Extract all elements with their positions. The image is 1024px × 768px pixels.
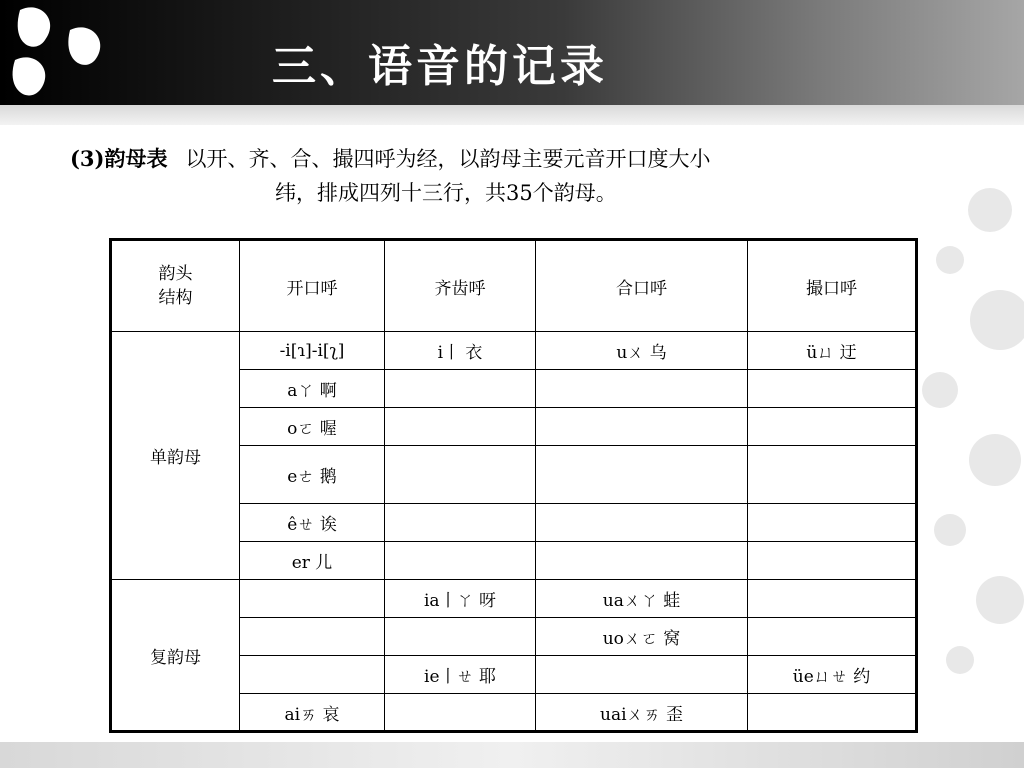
table-cell: [385, 618, 536, 656]
table-cell: [748, 618, 917, 656]
intro-label: (3)韵母表: [70, 146, 168, 171]
table-cell: er 儿: [240, 542, 385, 580]
table-cell: aㄚ 啊: [240, 370, 385, 408]
table-cell: [240, 656, 385, 694]
table-cell: [240, 618, 385, 656]
group-single: 单韵母: [111, 332, 240, 580]
table-cell: -i[ɿ]-i[ʅ]: [240, 332, 385, 370]
table-cell: [536, 504, 748, 542]
header-structure-line2: 结构: [158, 288, 193, 308]
table-header-row: [111, 240, 917, 332]
table-row: [111, 332, 917, 370]
header-kaikou: 开口呼: [240, 240, 385, 332]
table-cell: [536, 408, 748, 446]
table-cell: üeㄩㄝ 约: [748, 656, 917, 694]
table-cell: [748, 446, 917, 504]
table-cell: [536, 370, 748, 408]
header-structure: [111, 240, 240, 332]
table-cell: [536, 656, 748, 694]
table-cell: [748, 370, 917, 408]
table-cell: [748, 694, 917, 732]
table-cell: ia丨ㄚ 呀: [385, 580, 536, 618]
table-cell: [385, 694, 536, 732]
intro-line-2: 纬，排成四列十三行，共35个韵母。: [275, 181, 617, 205]
table-cell: [536, 542, 748, 580]
intro-text-line1: 以开、齐、合、撮四呼为经，以韵母主要元音开口度大小: [185, 147, 711, 171]
rhyme-table: [109, 238, 918, 733]
table-cell: [536, 446, 748, 504]
table-row: [111, 580, 917, 618]
footer-band: [0, 742, 1024, 768]
table-cell: aiㄞ 哀: [240, 694, 385, 732]
table-cell: [748, 504, 917, 542]
table-cell: uaiㄨㄞ 歪: [536, 694, 748, 732]
intro-text: [70, 142, 711, 205]
header-hekou: 合口呼: [536, 240, 748, 332]
header-cuokou: 撮口呼: [748, 240, 917, 332]
table-cell: [748, 580, 917, 618]
table-cell: eㄜ 鹅: [240, 446, 385, 504]
table-cell: [385, 446, 536, 504]
header-divider: [0, 105, 1024, 125]
header-structure-line1: 韵头: [158, 264, 193, 284]
table-cell: [748, 542, 917, 580]
table-cell: uoㄨㄛ 窝: [536, 618, 748, 656]
table-cell: [240, 580, 385, 618]
intro-line-1: [70, 142, 710, 176]
page-title: 三、语音的记录: [272, 41, 608, 92]
table-cell: [385, 542, 536, 580]
table-cell: ie丨ㄝ 耶: [385, 656, 536, 694]
table-cell: uaㄨㄚ 蛙: [536, 580, 748, 618]
table-cell: [385, 370, 536, 408]
table-cell: [385, 504, 536, 542]
table-cell: [385, 408, 536, 446]
table-cell: êㄝ 诶: [240, 504, 385, 542]
table-cell: uㄨ 乌: [536, 332, 748, 370]
table-cell: i丨 衣: [385, 332, 536, 370]
header-qichi: 齐齿呼: [385, 240, 536, 332]
table-cell: [748, 408, 917, 446]
group-compound: 复韵母: [111, 580, 240, 732]
floral-ornament-icon: [0, 0, 140, 105]
table-cell: oㄛ 喔: [240, 408, 385, 446]
table-cell: üㄩ 迂: [748, 332, 917, 370]
